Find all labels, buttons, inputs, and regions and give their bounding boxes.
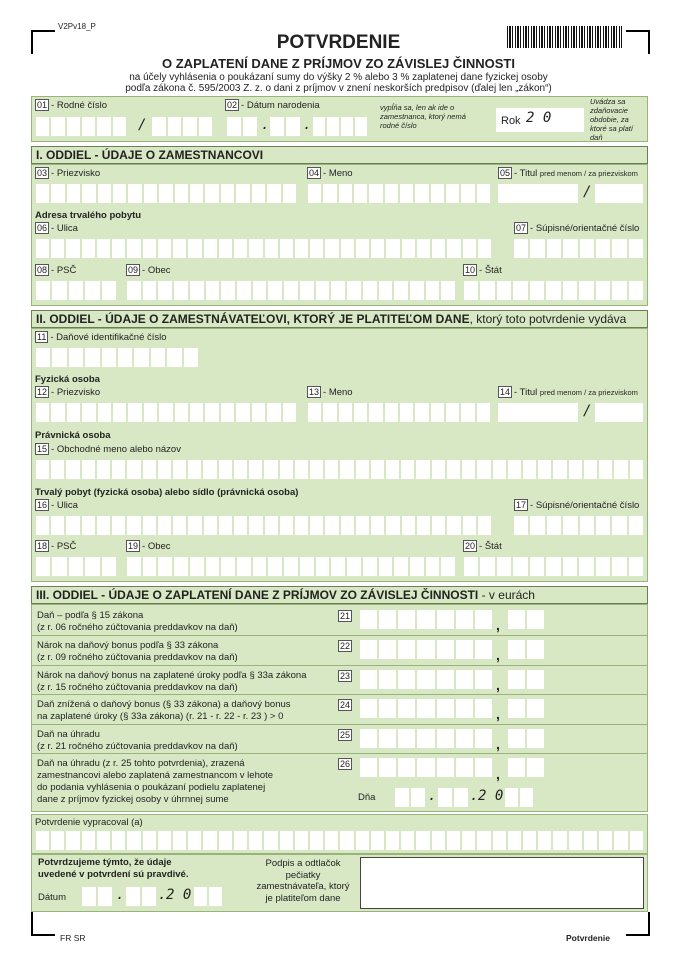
field-20-label: 20 - Štát [465,541,502,552]
field-16-label: 16 - Ulica [37,500,78,511]
row-24-cents-input[interactable] [508,699,544,718]
year-label: Rok [501,115,521,127]
address-heading: Adresa trvalého pobytu [35,210,142,221]
row-label-line2: (z r. 15 ročného zúčtovania preddavkov na daň) [37,682,238,693]
field-08-label: 08 - PSČ [37,265,77,276]
legal-person-heading: Právnická osoba [35,430,111,441]
header-line-1: na účely vyhlásenia o poukázaní sumy do výšky 2 % alebo 3 % zaplatenej dane fyzickej osoby [129,72,548,83]
birth-date-dot-2: . [303,117,312,133]
employer-surname-input[interactable] [36,403,296,422]
row-21-cents-input[interactable] [508,610,544,629]
row-23-number: 23 [340,671,351,681]
dna-dot-2: . [470,788,479,804]
section-3-title: III. ODDIEL - ÚDAJE O ZAPLATENÍ DANE Z PRÍJMOV ZO ZÁVISLEJ ČINNOSTI - v eurách [31,586,648,604]
row-25-comma: , [496,736,500,752]
row-24-number: 24 [340,700,351,710]
datum-month-input[interactable] [126,887,156,906]
row-25-number: 25 [340,730,351,740]
employer-address-heading: Trvalý pobyt (fyzická osoba) alebo sídlo (právnická osoba) [35,487,299,498]
birth-number-slash: / [138,117,147,133]
field-06-label: 06 - Ulica [37,223,78,234]
title-input-before[interactable] [498,184,578,203]
row-25-amount-input[interactable] [360,729,492,748]
year-prefix: 2 0 [526,110,552,126]
field-19-label: 19 - Obec [128,541,171,552]
row-25-cents-input[interactable] [508,729,544,748]
prepared-by-label: Potvrdenie vypracoval (a) [35,817,143,828]
signature-stamp-box[interactable] [360,857,644,909]
title-slash: / [583,184,592,200]
employer-title-slash: / [583,403,592,419]
dna-month-input[interactable] [438,788,468,807]
datum-year-input[interactable] [194,887,222,906]
employer-first-name-input[interactable] [308,403,490,422]
datum-dot-1: . [116,887,125,903]
row-label-line2: na zaplatené úroky (§ 33a zákona) (r. 21 - r. 22 - r. 23 ) > 0 [37,711,284,722]
surname-input[interactable] [36,184,296,203]
row-label-line2: (z r. 09 ročného zúčtovania preddavkov na daň) [37,652,238,663]
section-1-title: I. ODDIEL - ÚDAJE O ZAMESTNANCOVI [31,146,648,164]
crop-mark-bottom-right [626,912,650,936]
field-13-label: 13 - Meno [309,387,353,398]
datum-label: Dátum [38,892,66,903]
row-22-amount-input[interactable] [360,640,492,659]
crop-mark-bottom-left [31,912,55,936]
country-input[interactable] [464,281,643,300]
form-code: V2Pv18_P [58,22,96,31]
row-23-comma: , [496,677,500,693]
employer-title-before-input[interactable] [498,403,578,422]
prepared-by-input[interactable] [36,831,643,850]
birth-date-year-input[interactable] [313,117,367,136]
field-18-label: 18 - PSČ [37,541,77,552]
section-2-title: II. ODDIEL - ÚDAJE O ZAMESTNÁVATEĽOVI, KTORÝ JE PLATITEĽOM DANE, ktorý toto potvrdenie vydáva [31,310,648,328]
page-title: POTVRDENIE [276,32,401,53]
birth-date-note: vypĺňa sa, len ak ide o zamestnanca, ktorý nemá rodné číslo [380,103,466,130]
field-01-label: 01 - Rodné číslo [37,100,107,111]
row-label-line2: (z r. 06 ročného zúčtovania preddavkov na daň) [37,622,238,633]
row-label-line1: Daň – podľa § 15 zákona [37,610,144,621]
field-02-label: 02 - Dátum narodenia [227,100,320,111]
row-21-amount-input[interactable] [360,610,492,629]
field-09-label: 09 - Obec [128,265,171,276]
title-input-after[interactable] [595,184,643,203]
footer-left-code: FR SR [60,933,86,943]
row-22-number: 22 [340,641,351,651]
field-15-label: 15 - Obchodné meno alebo názov [37,444,181,455]
city-input[interactable] [127,281,455,300]
row-23-cents-input[interactable] [508,670,544,689]
field-03-label: 03 - Priezvisko [37,168,101,179]
confirm-text-2: uvedené v potvrdení sú pravdivé. [38,869,189,880]
row-26-comma: , [496,766,500,782]
row-23-amount-input[interactable] [360,670,492,689]
dna-label: Dňa [358,792,376,803]
field-10-label: 10 - Štát [465,265,502,276]
dna-day-input[interactable] [395,788,425,807]
header-line-2: podľa zákona č. 595/2003 Z. z. o dani z príjmov v znení neskorších predpisov (ďalej len „zákon“) [125,83,552,94]
postal-code-input[interactable] [36,281,116,300]
datum-dot-2: . [158,887,167,903]
employer-title-after-input[interactable] [595,403,643,422]
row-label-line1: Nárok na daňový bonus podľa § 33 zákona [37,640,219,651]
datum-day-input[interactable] [82,887,112,906]
birth-date-day-input[interactable] [227,117,257,136]
page-subtitle: O ZAPLATENÍ DANE Z PRÍJMOV ZO ZÁVISLEJ ČINNOSTI [162,56,515,71]
row-21-comma: , [496,617,500,633]
field-14-label: 14 - Titul pred menom / za priezviskom [500,387,638,398]
confirm-text-1: Potvrdzujeme týmto, že údaje [38,857,172,868]
field-04-label: 04 - Meno [309,168,353,179]
street-input[interactable] [36,239,491,258]
field-12-label: 12 - Priezvisko [37,387,101,398]
row-26-amount-input[interactable] [360,758,492,777]
business-name-input[interactable] [36,460,643,479]
row-label-line1: Daň znížená o daňový bonus (§ 33 zákona) a daňový bonus [37,699,291,710]
dna-dot-1: . [428,788,437,804]
stamp-label: Podpis a odtlačok pečiatky zamestnávateľa, ktorý je platiteľom dane [256,858,350,904]
datum-year-prefix: 2 0 [166,887,192,903]
birth-date-dot-1: . [261,117,270,133]
employer-city-input[interactable] [127,557,455,576]
employer-country-input[interactable] [464,557,643,576]
field-17-label: 17 - Súpisné/orientačné číslo [516,500,640,511]
birth-number-input-a[interactable] [36,117,126,136]
row-label-line1: Daň na úhradu [37,729,100,740]
row-22-cents-input[interactable] [508,640,544,659]
field-07-label: 07 - Súpisné/orientačné číslo [516,223,640,234]
natural-person-heading: Fyzická osoba [35,374,100,385]
tax-id-input[interactable] [36,348,198,367]
field-11-label: 11 - Daňové identifikačné číslo [37,332,167,343]
row-26-cents-input[interactable] [508,758,544,777]
row-26-number: 26 [340,759,351,769]
dna-year-input[interactable] [505,788,533,807]
year-input[interactable] [555,110,583,129]
employer-street-input[interactable] [36,516,491,535]
birth-number-input-b[interactable] [152,117,212,136]
birth-date-month-input[interactable] [270,117,300,136]
row-22-comma: , [496,647,500,663]
row-label-line2: (z r. 21 ročného zúčtovania preddavkov na daň) [37,741,238,752]
footer-right-label: Potvrdenie [566,933,610,943]
first-name-input[interactable] [308,184,490,203]
dna-year-prefix: 2 0 [478,788,504,804]
row-label-line1: Nárok na daňový bonus na zaplatené úroky podľa § 33a zákona [37,670,307,681]
employer-house-number-input[interactable] [514,516,643,535]
row-24-amount-input[interactable] [360,699,492,718]
tax-row-26: Daň na úhradu (z r. 25 tohto potvrdenia), zrazená zamestnancovi alebo zaplatená zamestnancom v lehote do podania vyhlásenia o poukázaní podielu zaplatenej dane z príjmov fyzickej osoby v úhrnnej sume [37,758,274,805]
field-05-label: 05 - Titul pred menom / za priezviskom [500,168,638,179]
house-number-input[interactable] [514,239,643,258]
period-note: Uvádza sa zdaňovacie obdobie, za ktoré sa platí daň [590,97,633,142]
row-24-comma: , [496,706,500,722]
employer-postal-code-input[interactable] [36,557,116,576]
row-21-number: 21 [340,611,351,621]
